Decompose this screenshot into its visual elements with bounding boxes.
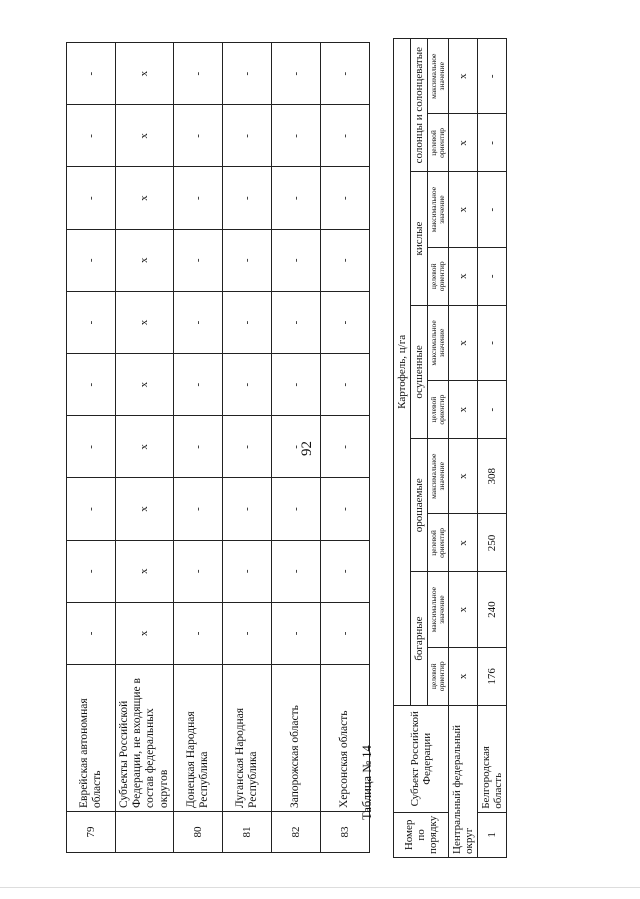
row-cell: - <box>173 478 222 540</box>
table-row <box>477 39 506 858</box>
row-cell: - <box>320 416 369 478</box>
row-cell: - <box>271 105 320 167</box>
row-cell: х <box>116 105 174 167</box>
row-cell: - <box>271 43 320 105</box>
row-cell: - <box>320 602 369 664</box>
row-cell: х <box>116 354 174 416</box>
row-cell: - <box>67 105 116 167</box>
row-cell: - <box>173 540 222 602</box>
row-number: 83 <box>320 812 369 853</box>
subheader-max: максимальное значение <box>428 39 449 114</box>
row-cell: - <box>67 167 116 229</box>
row-cell: х <box>116 229 174 291</box>
row-cell: 308 <box>477 439 506 514</box>
table-14 <box>393 38 507 858</box>
row-subject: Херсонская область <box>320 665 369 812</box>
row-cell: - <box>222 291 271 353</box>
row-cell: х <box>448 172 477 247</box>
row-cell: х <box>116 540 174 602</box>
row-cell: - <box>271 602 320 664</box>
row-number <box>116 812 174 853</box>
table-row <box>67 43 116 853</box>
row-cell: - <box>222 478 271 540</box>
row-cell: - <box>67 540 116 602</box>
row-number: 80 <box>173 812 222 853</box>
row-number: 1 <box>477 812 506 857</box>
row-cell: - <box>320 105 369 167</box>
row-number: 79 <box>67 812 116 853</box>
row-cell: х <box>116 478 174 540</box>
row-cell: - <box>173 354 222 416</box>
row-cell: х <box>448 439 477 514</box>
table-row <box>116 43 174 853</box>
row-cell: х <box>448 381 477 439</box>
row-cell: - <box>173 291 222 353</box>
row-number: 82 <box>271 812 320 853</box>
row-cell: х <box>116 291 174 353</box>
page-number: 92 <box>299 441 315 456</box>
subheader-max: максимальное значение <box>428 439 449 514</box>
row-cell: х <box>448 514 477 572</box>
subheader-max: максимальное значение <box>428 172 449 247</box>
row-cell: х <box>448 572 477 647</box>
row-subject: Центральный федеральный округ <box>448 705 477 857</box>
row-cell: - <box>173 416 222 478</box>
header-number: Номер по порядку <box>394 812 449 857</box>
row-cell: - <box>67 43 116 105</box>
row-cell: - <box>67 229 116 291</box>
row-cell: - <box>320 167 369 229</box>
row-cell: - <box>222 540 271 602</box>
row-cell: - <box>477 247 506 305</box>
row-cell: - <box>271 229 320 291</box>
group-header: осушенные <box>411 305 428 438</box>
row-cell: - <box>271 354 320 416</box>
row-cell: - <box>271 478 320 540</box>
subheader-target: целевой ориентир <box>428 381 449 439</box>
row-subject: Субъекты Российской Федерации, не входящие в состав федеральных округов <box>116 665 174 812</box>
row-number: 81 <box>222 812 271 853</box>
row-cell: - <box>271 291 320 353</box>
group-header: солонцы и солонцеватые <box>411 39 428 172</box>
row-cell: 250 <box>477 514 506 572</box>
subheader-target: целевой ориентир <box>428 114 449 172</box>
row-cell: - <box>222 229 271 291</box>
row-cell: - <box>222 354 271 416</box>
row-cell: - <box>222 167 271 229</box>
row-cell: - <box>222 602 271 664</box>
row-cell: - <box>320 540 369 602</box>
table-row <box>271 43 320 853</box>
row-subject: Еврейская автономная область <box>67 665 116 812</box>
row-cell: - <box>67 478 116 540</box>
subheader-max: максимальное значение <box>428 305 449 380</box>
row-cell: х <box>448 114 477 172</box>
row-cell: - <box>67 354 116 416</box>
row-cell: - <box>222 105 271 167</box>
row-subject: Запорожская область <box>271 665 320 812</box>
row-cell: - <box>477 172 506 247</box>
row-cell: х <box>116 43 174 105</box>
subheader-target: целевой ориентир <box>428 514 449 572</box>
row-cell: - <box>222 416 271 478</box>
table-continuation <box>66 42 370 853</box>
row-subject: Луганская Народная Республика <box>222 665 271 812</box>
row-cell: - <box>477 381 506 439</box>
row-cell: - <box>477 39 506 114</box>
group-header: орошаемые <box>411 439 428 572</box>
row-cell: - <box>67 416 116 478</box>
row-cell: х <box>448 647 477 705</box>
row-cell: - <box>320 354 369 416</box>
row-cell: - <box>271 416 320 478</box>
scan-edge <box>0 887 640 888</box>
row-subject: Белгородская область <box>477 705 506 812</box>
subheader-target: целевой ориентир <box>428 647 449 705</box>
row-cell: - <box>477 305 506 380</box>
group-header: богарные <box>411 572 428 705</box>
table-row <box>320 43 369 853</box>
subheader-max: максимальное значение <box>428 572 449 647</box>
row-cell: х <box>116 602 174 664</box>
header-subject: Субъект Российской Федерации <box>394 705 449 812</box>
table-row <box>448 39 477 858</box>
row-subject: Донецкая Народная Республика <box>173 665 222 812</box>
row-cell: - <box>173 105 222 167</box>
row-cell: - <box>271 540 320 602</box>
group-header: кислые <box>411 172 428 305</box>
row-cell: - <box>173 43 222 105</box>
row-cell: - <box>271 167 320 229</box>
row-cell: - <box>67 291 116 353</box>
row-cell: - <box>67 602 116 664</box>
subheader-target: целевой ориентир <box>428 247 449 305</box>
row-cell: 240 <box>477 572 506 647</box>
row-cell: - <box>320 229 369 291</box>
table-label: Таблица № 14 <box>360 745 374 820</box>
row-cell: - <box>173 167 222 229</box>
row-cell: х <box>448 247 477 305</box>
table-row <box>222 43 271 853</box>
row-cell: - <box>477 114 506 172</box>
header-main: Картофель, ц/га <box>394 39 411 706</box>
row-cell: - <box>222 43 271 105</box>
row-cell: - <box>320 43 369 105</box>
row-cell: х <box>116 167 174 229</box>
row-cell: 176 <box>477 647 506 705</box>
row-cell: х <box>448 305 477 380</box>
row-cell: - <box>320 291 369 353</box>
row-cell: х <box>116 416 174 478</box>
row-cell: - <box>173 602 222 664</box>
row-cell: - <box>320 478 369 540</box>
table-row <box>173 43 222 853</box>
row-cell: х <box>448 39 477 114</box>
row-cell: - <box>173 229 222 291</box>
